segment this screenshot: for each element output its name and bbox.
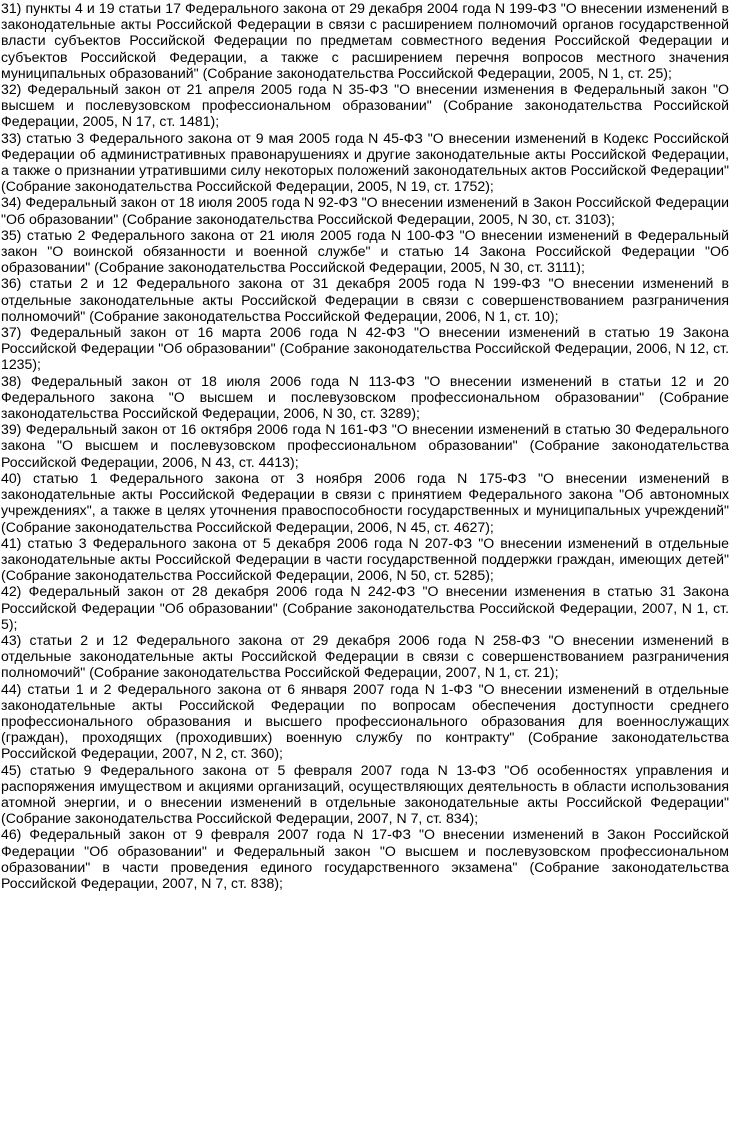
list-item: 44) статьи 1 и 2 Федерального закона от 6 января 2007 года N 1-ФЗ "О внесении изменений в отдельные законодательные акты Российской Федерации по вопросам обеспечения доступности среднего профессионального образования и высшего профессионального образования для военнослужащих (граждан), проходящих (проходивших) военную службу по контракту" (Собрание законодательства Российской Федерации, 2007, N 2, ст. 360); — [1, 680, 729, 762]
list-item: 37) Федеральный закон от 16 марта 2006 года N 42-ФЗ "О внесении изменений в статью 19 Закона Российской Федерации "Об образовании" (Собрание законодательства Российской Федерации, 2006, N 12, ст. 1235); — [1, 324, 729, 373]
list-item: 41) статью 3 Федерального закона от 5 декабря 2006 года N 207-ФЗ "О внесении изменений в отдельные законодательные акты Российской Федерации в части государственной поддержки граждан, имеющих детей" (Собрание законодательства Российской Федерации, 2006, N 50, ст. 5285); — [1, 534, 729, 584]
list-item: 43) статьи 2 и 12 Федерального закона от 29 декабря 2006 года N 258-ФЗ "О внесении изменений в отдельные законодательные акты Российской Федерации в связи с совершенствованием разграничения полномочий" (Собрание законодательства Российской Федерации, 2007, N 1, ст. 21); — [1, 631, 729, 681]
list-item: 39) Федеральный закон от 16 октября 2006 года N 161-ФЗ "О внесении изменений в статью 30 Федерального закона "О высшем и послевузовском профессиональном образовании" (Собрание законодательства Российской Федерации, 2006, N 43, ст. 4413); — [1, 421, 729, 470]
list-item: 33) статью 3 Федерального закона от 9 мая 2005 года N 45-ФЗ "О внесении изменений в Кодекс Российской Федерации об административных правонарушениях и другие законодательные акты Российской Федерации, а также о признании утратившими силу некоторых положений законодательных актов Российской Федерации" (Собрание законодательства Российской Федерации, 2005, N 19, ст. 1752); — [1, 129, 729, 195]
list-item: 45) статью 9 Федерального закона от 5 февраля 2007 года N 13-ФЗ "Об особенностях управления и распоряжения имуществом и акциями организаций, осуществляющих деятельность в области использования атомной энергии, и о внесении изменений в отдельные законодательные акты Российской Федерации" (Собрание законодательства Российской Федерации, 2007, N 7, ст. 834); — [1, 761, 729, 827]
list-item: 35) статью 2 Федерального закона от 21 июля 2005 года N 100-ФЗ "О внесении изменений в Федеральный закон "О воинской обязанности и военной службе" и статью 14 Закона Российской Федерации "Об образовании" (Собрание законодательства Российской Федерации, 2005, N 30, ст. 3111); — [1, 226, 729, 276]
list-item: 34) Федеральный закон от 18 июля 2005 года N 92-ФЗ "О внесении изменений в Закон Российской Федерации "Об образовании" (Собрание законодательства Российской Федерации, 2005, N 30, ст. 3103); — [1, 194, 729, 227]
list-item: 40) статью 1 Федерального закона от 3 ноября 2006 года N 175-ФЗ "О внесении изменений в законодательные акты Российской Федерации в связи с принятием Федерального закона "Об автономных учреждениях", а также в целях уточнения правоспособности государственных и муниципальных учреждений" (Собрание законодательства Российской Федерации, 2006, N 45, ст. 4627); — [1, 469, 729, 535]
list-item: 31) пункты 4 и 19 статьи 17 Федерального закона от 29 декабря 2004 года N 199-ФЗ "О внесении изменений в законодательные акты Российской Федерации в связи с расширением полномочий органов государственной власти субъектов Российской Федерации по предметам совместного ведения Российской Федерации и субъектов Российской Федерации, а также с расширением перечня вопросов местного значения муниципальных образований" (Собрание законодательства Российской Федерации, 2005, N 1, ст. 25); — [1, 0, 729, 81]
list-item: 46) Федеральный закон от 9 февраля 2007 года N 17-ФЗ "О внесении изменений в Закон Российской Федерации "Об образовании" и Федеральный закон "О высшем и послевузовском профессиональном образовании" в части проведения единого государственного экзамена" (Собрание законодательства Российской Федерации, 2007, N 7, ст. 838); — [1, 826, 729, 891]
list-item: 38) Федеральный закон от 18 июля 2006 года N 113-ФЗ "О внесении изменений в статьи 12 и 20 Федерального закона "О высшем и послевузовском профессиональном образовании" (Собрание законодательства Российской Федерации, 2006, N 30, ст. 3289); — [1, 372, 729, 422]
list-item: 36) статьи 2 и 12 Федерального закона от 31 декабря 2005 года N 199-ФЗ "О внесении изменений в отдельные законодательные акты Российской Федерации в связи с совершенствованием разграничения полномочий" (Собрание законодательства Российской Федерации, 2006, N 1, ст. 10); — [1, 275, 729, 324]
list-item: 42) Федеральный закон от 28 декабря 2006 года N 242-ФЗ "О внесении изменения в статью 31 Закона Российской Федерации "Об образовании" (Собрание законодательства Российской Федерации, 2007, N 1, ст. 5); — [1, 583, 729, 632]
list-item: 32) Федеральный закон от 21 апреля 2005 года N 35-ФЗ "О внесении изменения в Федеральный закон "О высшем и послевузовском профессиональном образовании" (Собрание законодательства Российской Федерации, 2005, N 17, ст. 1481); — [1, 81, 729, 130]
